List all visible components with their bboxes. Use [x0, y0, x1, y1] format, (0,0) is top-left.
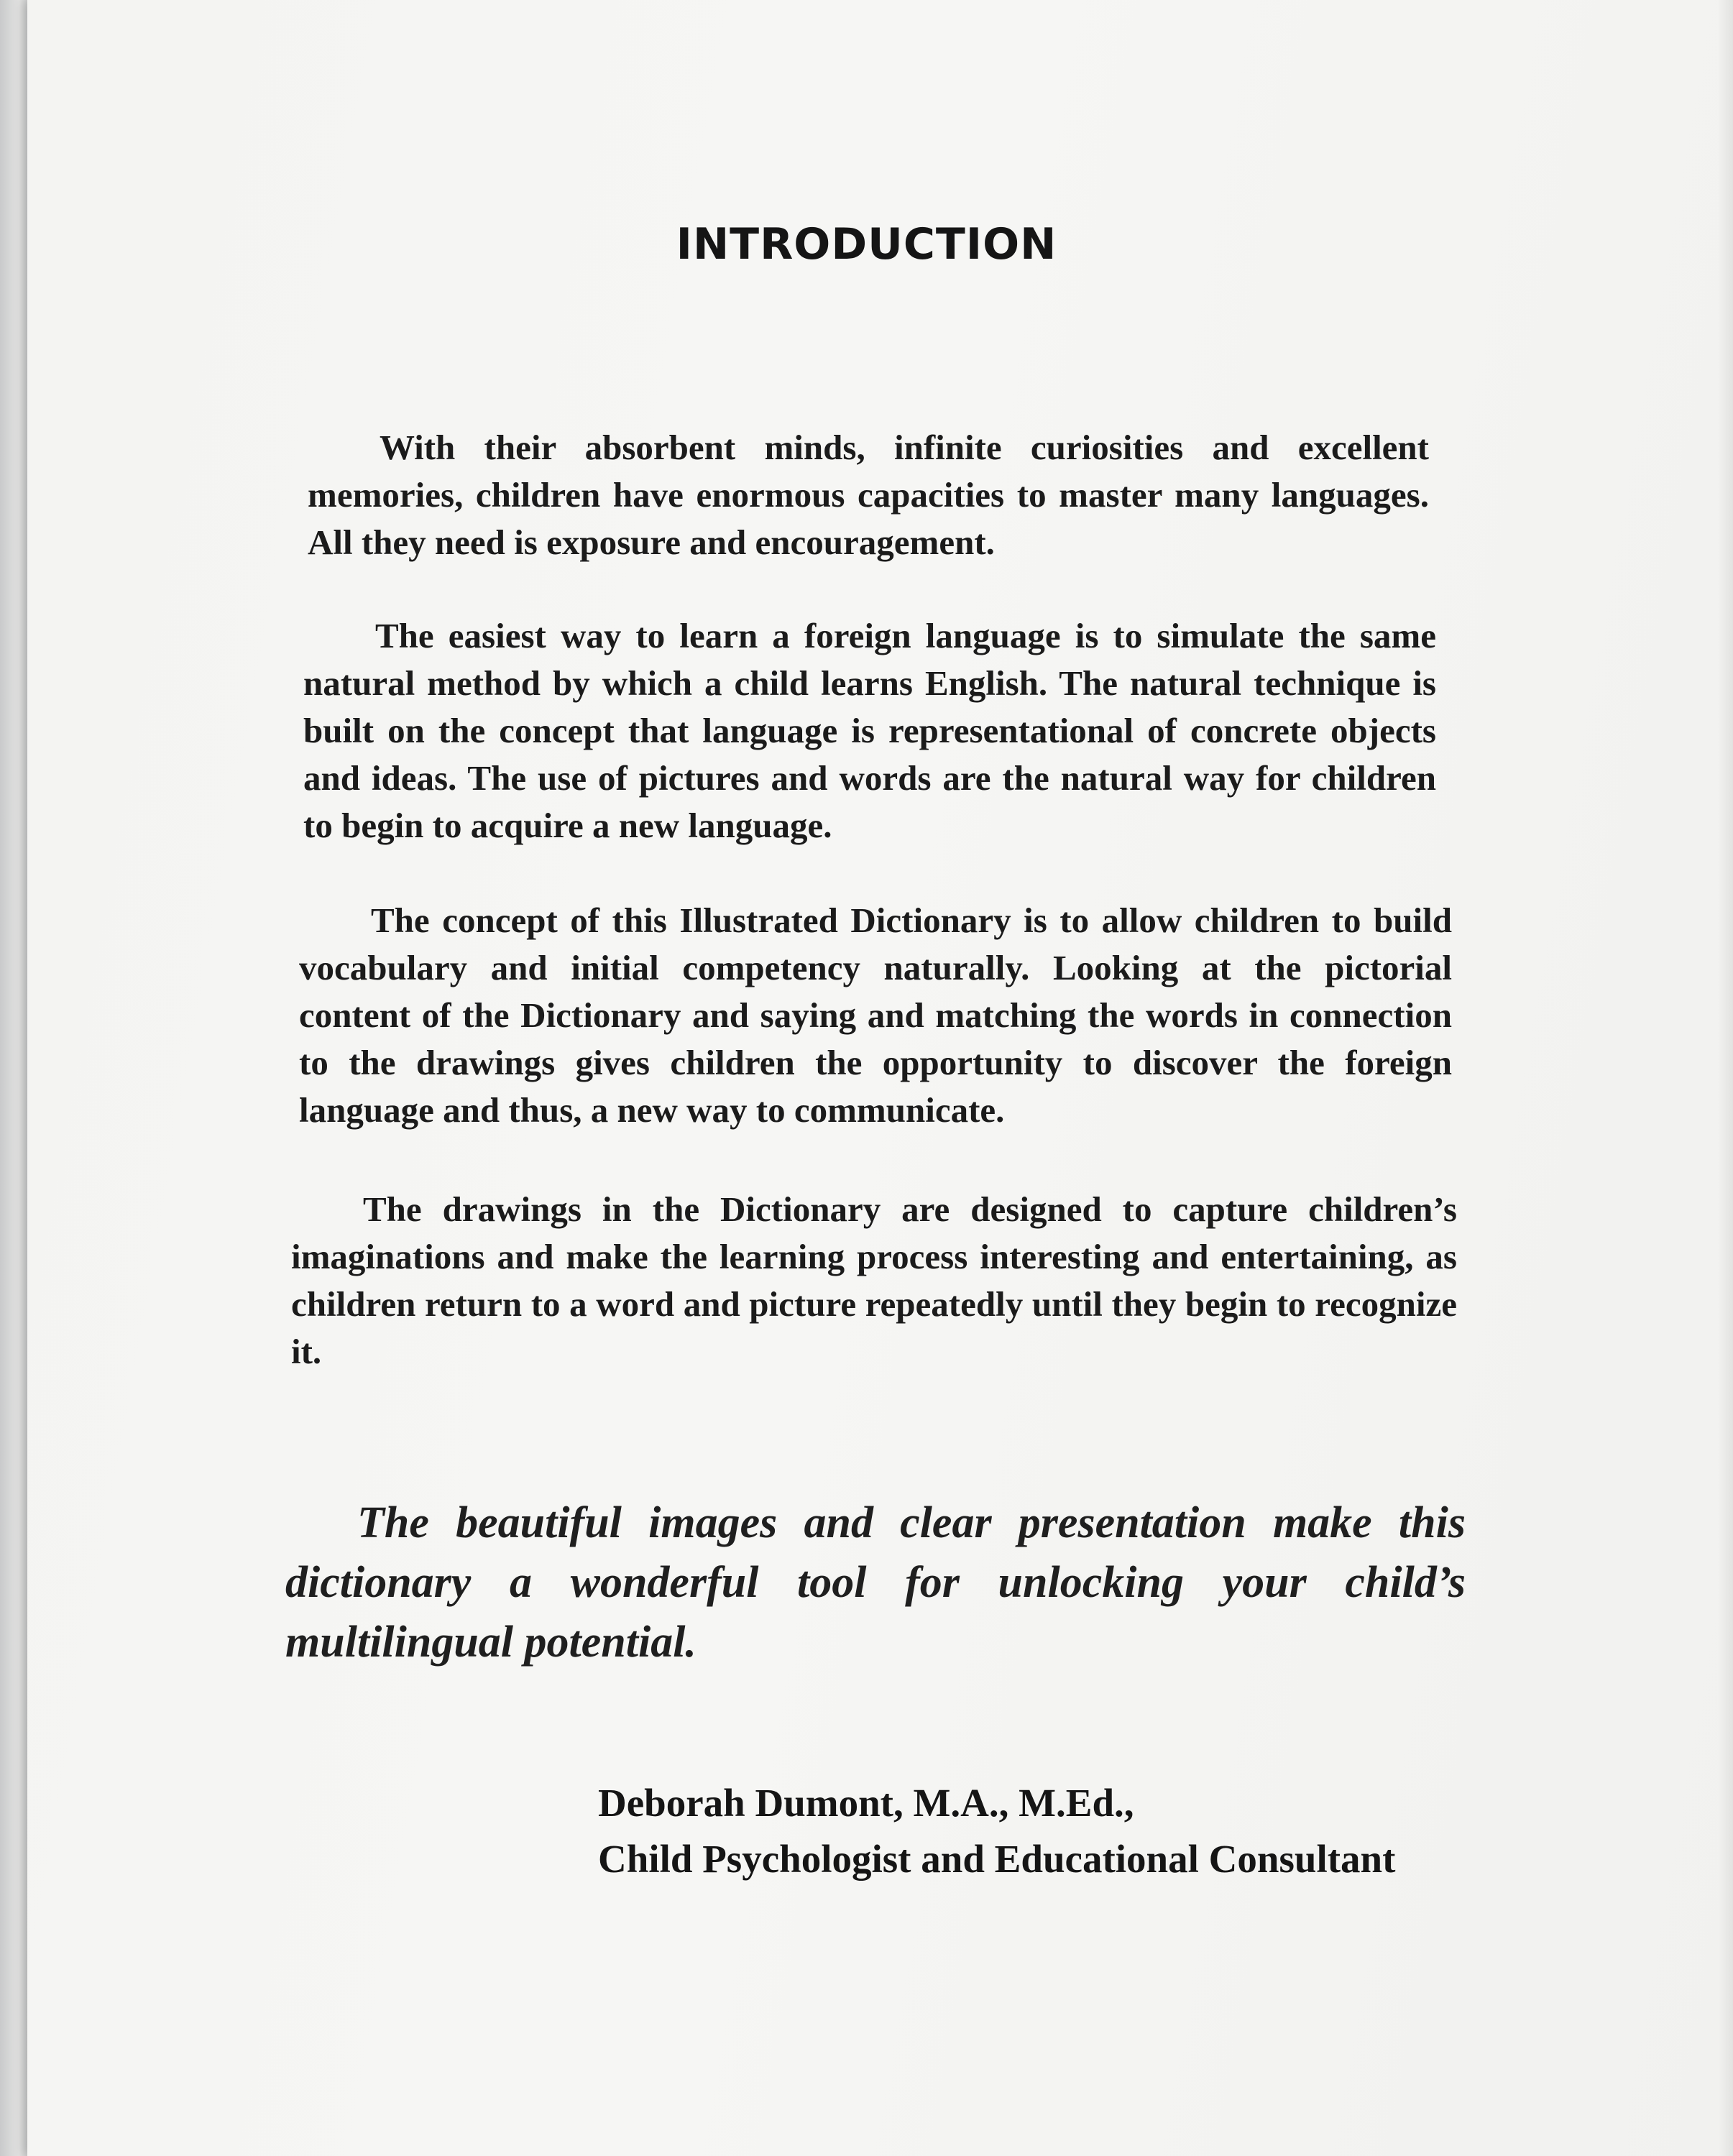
paragraph-2: The easiest way to learn a foreign language is to simulate the same natural method by which a child learns English. The natural technique is built on the concept that language is representational of concrete objects and ideas. The use of pictures and words are the natural way for children to begin to acquire a new language.: [303, 616, 1436, 845]
signature-name: Deborah Dumont, M.A., M.Ed.,: [598, 1781, 1134, 1825]
page-right-edge: [1719, 0, 1733, 2156]
paragraph-4: The drawings in the Dictionary are designed to capture children’s imaginations and make the learning process interesting and entertaining, as children return to a word and picture repeatedly until they begin to recognize it.: [291, 1189, 1457, 1371]
binding-edge: [0, 0, 27, 2156]
paragraph-3: The concept of this Illustrated Dictionary is to allow children to build vocabulary and initial competency naturally. Looking at the pictorial content of the Dictionary and saying and matching the words in connection to the drawings gives children the opportunity to discover the foreign language and thus, a new way to communicate.: [299, 900, 1452, 1130]
paragraph-1: With their absorbent minds, infinite curiosities and excellent memories, children have enormous capacities to master many languages. All they need is exposure and encouragement.: [308, 428, 1429, 562]
closing-quote: The beautiful images and clear presentation make this dictionary a wonderful tool for unlocking your child’s multilingual potential.: [285, 1498, 1466, 1667]
signature-block: [598, 1775, 1395, 1887]
signature-role: Child Psychologist and Educational Consultant: [598, 1837, 1396, 1881]
page-title: INTRODUCTION: [676, 219, 1057, 270]
